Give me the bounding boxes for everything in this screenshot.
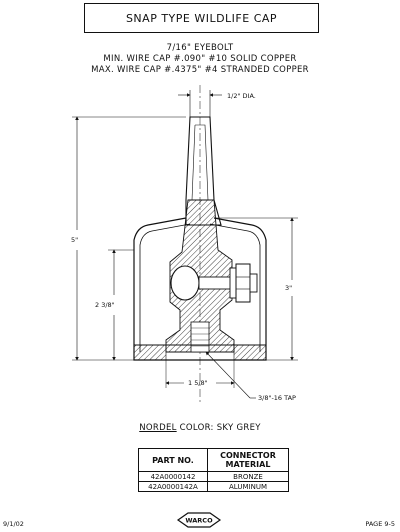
part-no-cell: 42A0000142 (139, 472, 208, 482)
material-header: CONNECTOR MATERIAL (208, 449, 289, 472)
logo-text: WARCO (185, 516, 213, 525)
part-no-header: PART NO. (139, 449, 208, 472)
material-cell: BRONZE (208, 472, 289, 482)
table-header-row (139, 449, 289, 472)
color-text: COLOR: SKY GREY (176, 423, 261, 433)
tap-hole (191, 322, 209, 352)
drawing-title: SNAP TYPE WILDLIFE CAP (84, 3, 319, 33)
eyebolt-spec: 7/16" EYEBOLT (166, 43, 234, 53)
footer-page-number: PAGE 9-5 (365, 520, 395, 528)
max-wire-spec: MAX. WIRE CAP #.4375" #4 STRANDED COPPER (91, 65, 309, 75)
cap-height-label: 2 3/8" (95, 301, 115, 309)
spec-notes (0, 43, 400, 76)
warco-logo (176, 510, 222, 530)
overall-height-label: 5" (71, 236, 79, 244)
flange-hatch-left (134, 345, 166, 360)
table-row (139, 482, 289, 492)
table-row (139, 472, 289, 482)
min-wire-spec: MIN. WIRE CAP #.090" #10 SOLID COPPER (103, 54, 297, 64)
tap-label: 3/8"-16 TAP (258, 394, 296, 402)
eyebolt-head (171, 266, 199, 300)
hex-nut (236, 264, 250, 302)
top-dia-label: 1/2" DIA. (227, 92, 256, 100)
washer (230, 268, 236, 298)
base-width-label: 1 5/8" (188, 379, 208, 387)
color-note (0, 423, 400, 433)
cone-inner-wall-left (192, 125, 195, 200)
body-height-label: 3" (285, 284, 293, 292)
cap-cross-section-drawing (0, 80, 400, 410)
part-no-cell: 42A0000142A (139, 482, 208, 492)
material-name: NORDEL (139, 423, 177, 433)
cone-inner-wall (195, 125, 208, 200)
footer-date: 9/1/02 (3, 520, 24, 528)
material-cell: ALUMINUM (208, 482, 289, 492)
bolt-end (250, 274, 257, 292)
flange-hatch-right (234, 345, 266, 360)
parts-table (138, 448, 289, 492)
